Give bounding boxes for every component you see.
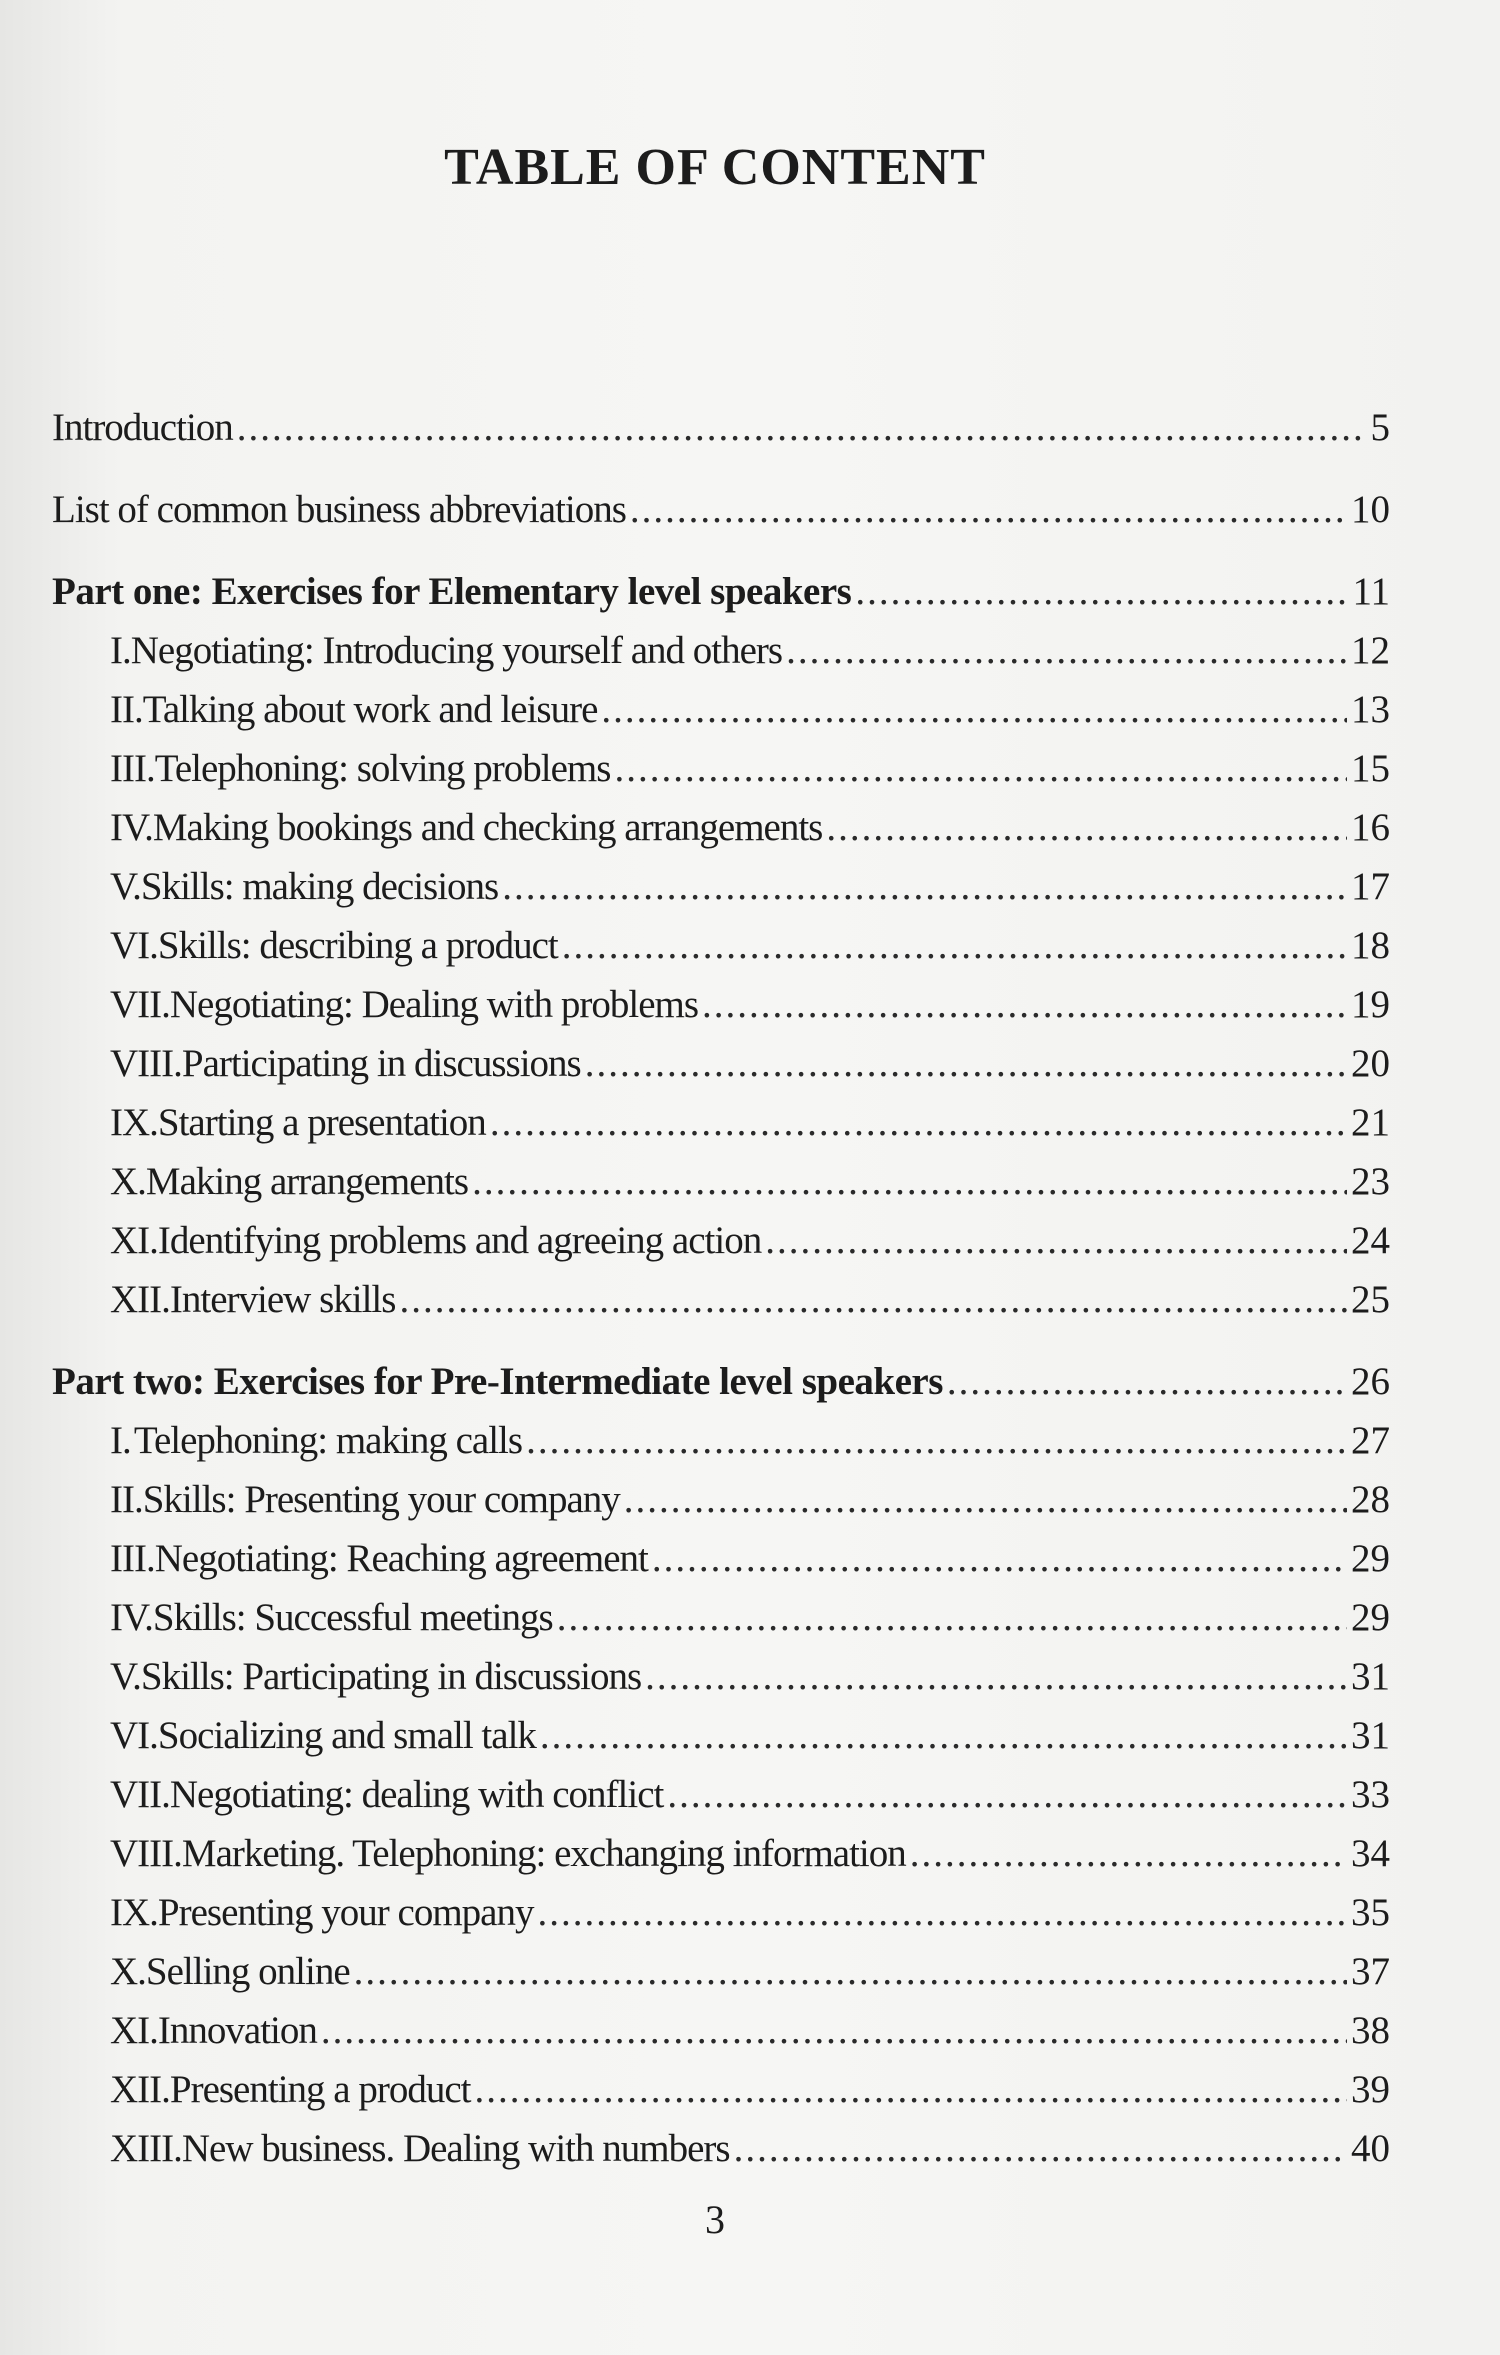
toc-page-number: 28 (1351, 1478, 1390, 1521)
toc-item (52, 1477, 1390, 1536)
toc-item (52, 1218, 1390, 1277)
toc-item-number: II. (110, 688, 143, 731)
dot-leader (624, 1477, 1347, 1522)
dot-leader (826, 805, 1347, 850)
toc-item-title: Negotiating: Reaching agreement (154, 1537, 648, 1580)
toc-item (52, 2008, 1390, 2067)
toc-page-number: 17 (1351, 865, 1390, 908)
toc-item-title: Skills: describing a product (157, 924, 558, 967)
toc-item-number: IX. (110, 1891, 158, 1934)
toc-page-number: 39 (1351, 2068, 1390, 2111)
dot-leader (585, 1041, 1347, 1086)
toc-item (52, 746, 1390, 805)
toc-page-number: 5 (1370, 406, 1390, 449)
dot-leader (910, 1831, 1347, 1876)
toc-item-number: I. (110, 629, 131, 672)
toc-page-number: 29 (1351, 1537, 1390, 1580)
dot-leader (237, 405, 1367, 450)
toc-item-title: Skills: Presenting your company (142, 1478, 620, 1521)
toc-item-number: II. (110, 1478, 143, 1521)
toc-item-title: Talking about work and leisure (142, 688, 598, 731)
toc-item-number: XI. (110, 2009, 158, 2052)
toc-item-title: Participating in discussions (181, 1042, 581, 1085)
dot-leader (562, 923, 1347, 968)
toc-item (52, 1654, 1390, 1713)
dot-leader (667, 1772, 1347, 1817)
dot-leader (399, 1277, 1347, 1322)
toc-item-title: Telephoning: solving problems (154, 747, 611, 790)
toc-item (52, 2067, 1390, 2126)
toc-item (52, 864, 1390, 923)
toc-item (52, 805, 1390, 864)
toc-item (52, 1949, 1390, 2008)
toc-page-number: 10 (1351, 488, 1390, 531)
toc-item-title: Introduction (52, 406, 233, 449)
toc-page-number: 16 (1351, 806, 1390, 849)
toc-item-number: IX. (110, 1101, 158, 1144)
toc-item-number: III. (110, 1537, 155, 1580)
toc-page-number: 37 (1351, 1950, 1390, 1993)
dot-leader (474, 2067, 1347, 2112)
toc-item-title: Innovation (157, 2009, 317, 2052)
dot-leader (472, 1159, 1347, 1204)
toc-item-title: Starting a presentation (157, 1101, 486, 1144)
toc-item-title: Skills: Successful meetings (152, 1596, 553, 1639)
toc-item-number: X. (110, 1950, 146, 1993)
dot-leader (855, 569, 1348, 614)
toc-item-title: Socializing and small talk (157, 1714, 536, 1757)
toc-item-title: Negotiating: Dealing with problems (169, 983, 699, 1026)
toc-item-number: VII. (110, 983, 170, 1026)
toc-item-title: Presenting a product (169, 2068, 471, 2111)
toc-part-heading (52, 569, 1390, 628)
toc-item (52, 923, 1390, 982)
toc-item-number: VIII. (110, 1832, 182, 1875)
toc-item-number: XI. (110, 1219, 158, 1262)
dot-leader (354, 1949, 1347, 1994)
toc-item-title: Skills: Participating in discussions (140, 1655, 642, 1698)
dot-leader (630, 487, 1347, 532)
toc-item (52, 1536, 1390, 1595)
dot-leader (321, 2008, 1347, 2053)
toc-item (52, 1890, 1390, 1949)
toc-item-number: IV. (110, 1596, 153, 1639)
toc-item (52, 1159, 1390, 1218)
toc-page-number: 15 (1351, 747, 1390, 790)
page-number: 3 (705, 2197, 725, 2242)
toc-item-title: Telephoning: making calls (133, 1419, 523, 1462)
toc-page-number: 35 (1351, 1891, 1390, 1934)
dot-leader (601, 687, 1347, 732)
toc-page-number: 25 (1351, 1278, 1390, 1321)
dot-leader (490, 1100, 1347, 1145)
page-title: TABLE OF CONTENT (444, 139, 986, 196)
toc-item-number: VI. (110, 1714, 158, 1757)
toc-item-number: III. (110, 747, 155, 790)
table-of-contents (52, 405, 1390, 2185)
toc-item-title: Identifying problems and agreeing action (157, 1219, 762, 1262)
dot-leader (614, 746, 1347, 791)
toc-page-number: 19 (1351, 983, 1390, 1026)
toc-item (52, 1100, 1390, 1159)
toc-item-title: Part two: Exercises for Pre-Intermediate level speakers (52, 1360, 943, 1403)
toc-item (52, 1418, 1390, 1477)
toc-page-number: 12 (1351, 629, 1390, 672)
toc-item (52, 1595, 1390, 1654)
toc-item-title: Negotiating: dealing with conflict (169, 1773, 664, 1816)
toc-page-number: 18 (1351, 924, 1390, 967)
toc-item-number: V. (110, 1655, 141, 1698)
toc-item-title: Presenting your company (157, 1891, 534, 1934)
dot-leader (702, 982, 1347, 1027)
toc-page-number: 13 (1351, 688, 1390, 731)
dot-leader (502, 864, 1347, 909)
dot-leader (557, 1595, 1347, 1640)
toc-part-heading (52, 1359, 1390, 1418)
dot-leader (786, 628, 1347, 673)
dot-leader (526, 1418, 1347, 1463)
toc-item-title: Part one: Exercises for Elementary level speakers (52, 570, 852, 613)
dot-leader (765, 1218, 1347, 1263)
toc-page-number: 33 (1351, 1773, 1390, 1816)
toc-page-number: 11 (1352, 570, 1390, 613)
toc-item-title: Negotiating: Introducing yourself and others (130, 629, 783, 672)
toc-item-number: VII. (110, 1773, 170, 1816)
toc-item (52, 1831, 1390, 1890)
toc-item-title: Skills: making decisions (140, 865, 499, 908)
dot-leader (734, 2126, 1347, 2171)
toc-item-title: Marketing. Telephoning: exchanging information (181, 1832, 906, 1875)
toc-item (52, 2126, 1390, 2185)
toc-item-number: XII. (110, 2068, 170, 2111)
toc-item (52, 1772, 1390, 1831)
toc-item-title: List of common business abbreviations (52, 488, 626, 531)
toc-item-number: V. (110, 865, 141, 908)
toc-item (52, 1713, 1390, 1772)
toc-item (52, 982, 1390, 1041)
toc-item (52, 1277, 1390, 1336)
toc-entry (52, 405, 1390, 464)
toc-item-number: VI. (110, 924, 158, 967)
toc-entry (52, 487, 1390, 546)
toc-page-number: 26 (1351, 1360, 1390, 1403)
toc-page-number: 20 (1351, 1042, 1390, 1085)
toc-item-title: Selling online (145, 1950, 350, 1993)
toc-item-number: X. (110, 1160, 146, 1203)
toc-item-number: I. (110, 1419, 131, 1462)
toc-page-number: 21 (1351, 1101, 1390, 1144)
toc-page-number: 29 (1351, 1596, 1390, 1639)
toc-page-number: 31 (1351, 1714, 1390, 1757)
toc-page-number: 27 (1351, 1419, 1390, 1462)
toc-item-number: IV. (110, 806, 153, 849)
toc-item-title: New business. Dealing with numbers (181, 2127, 730, 2170)
toc-item-number: XIII. (110, 2127, 182, 2170)
toc-item-title: Making bookings and checking arrangements (152, 806, 823, 849)
toc-item (52, 628, 1390, 687)
toc-item-number: VIII. (110, 1042, 182, 1085)
toc-page-number: 23 (1351, 1160, 1390, 1203)
dot-leader (645, 1654, 1347, 1699)
dot-leader (652, 1536, 1347, 1581)
dot-leader (540, 1713, 1347, 1758)
toc-page-number: 34 (1351, 1832, 1390, 1875)
toc-page-number: 31 (1351, 1655, 1390, 1698)
dot-leader (947, 1359, 1347, 1404)
toc-item-title: Making arrangements (145, 1160, 469, 1203)
toc-item (52, 1041, 1390, 1100)
toc-item-title: Interview skills (169, 1278, 396, 1321)
toc-page-number: 38 (1351, 2009, 1390, 2052)
toc-page-number: 24 (1351, 1219, 1390, 1262)
toc-page-number: 40 (1351, 2127, 1390, 2170)
dot-leader (538, 1890, 1348, 1935)
toc-item-number: XII. (110, 1278, 170, 1321)
toc-item (52, 687, 1390, 746)
